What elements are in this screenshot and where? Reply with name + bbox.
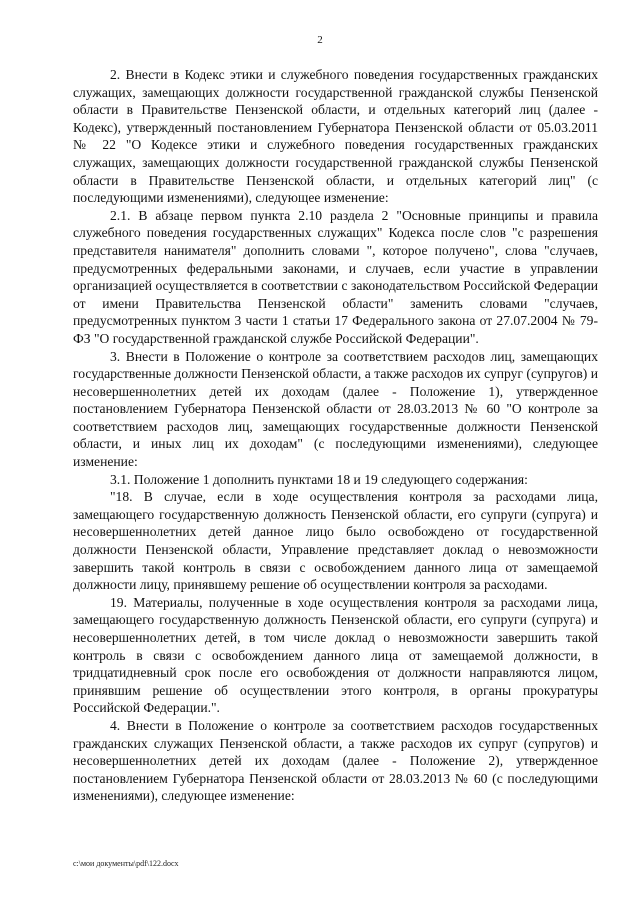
paragraph-item-18: "18. В случае, если в ходе осуществления контроля за расходами лица, замещающего государственную должность Пензенской области, его супруги (супруга) и несовершеннолетних детей данное лицо было освобождено от государственной должности Пензенской области, Управление представляет доклад о невозможности завершить такой контроль в связи с освобождением данного лица от замещаемой должности лицу, принявшему решение об осуществлении контроля за расходами.	[73, 489, 598, 593]
footer-file-path: c:\мои документы\pdf\122.docx	[73, 859, 179, 868]
document-body	[73, 66, 598, 805]
page-number: 2	[317, 34, 323, 46]
paragraph-item-19: 19. Материалы, полученные в ходе осуществления контроля за расходами лица, замещающего государственную должность Пензенской области, его супруги (супруга) и несовершеннолетних детей, в том числе доклад о невозможности завершить такой контроль в связи с освобождением данного лица от замещаемой должности, в тридцатидневный срок после его освобождения от должности направляются лицом, принявшим решение об осуществлении этого контроля, в органы прокуратуры Российской Федерации.".	[73, 594, 598, 716]
paragraph-item-4: 4. Внести в Положение о контроле за соответствием расходов государственных гражданских служащих Пензенской области, а также расходов их супруг (супругов) и несовершеннолетних детей их доходам (далее - Положение 2), утвержденное постановлением Губернатора Пензенской области от 28.03.2013 № 60 (с последующими изменениями), следующее изменение:	[73, 717, 598, 804]
paragraph-item-3-1: 3.1. Положение 1 дополнить пунктами 18 и 19 следующего содержания:	[110, 471, 528, 487]
paragraph-item-2-1: 2.1. В абзаце первом пункта 2.10 раздела 2 "Основные принципы и правила служебного поведения государственных служащих" Кодекса после слов "с разрешения представителя нанимателя" дополнить словами ", которое получено", слова "случаев, предусмотренных федеральными законами, и случаев, если участие в управлении организацией осуществляется в соответствии с законодательством Российской Федерации от имени Правительства Пензенской области" заменить словами "случаев, предусмотренных пунктом 3 части 1 статьи 17 Федерального закона от 27.07.2004 № 79-ФЗ "О государственной гражданской службе Российской Федерации".	[73, 207, 598, 346]
paragraph-item-2: 2. Внести в Кодекс этики и служебного поведения государственных гражданских служащих, замещающих должности государственной гражданской службы Пензенской области в Правительстве Пензенской области, и отдельных категорий лиц (далее - Кодекс), утвержденный постановлением Губернатора Пензенской области от 05.03.2011 № 22 "О Кодексе этики и служебного поведения государственных гражданских служащих, замещающих должности государственной гражданской службы Пензенской области в Правительстве Пензенской области, и отдельных категорий лиц" (с последующими изменениями), следующее изменение:	[73, 67, 598, 206]
paragraph-item-3: 3. Внести в Положение о контроле за соответствием расходов лиц, замещающих государственные должности Пензенской области, а также расходов их супруг (супругов) и несовершеннолетних детей их доходам (далее - Положение 1), утвержденное постановлением Губернатора Пензенской области от 28.03.2013 № 60 "О контроле за соответствием расходов лиц, замещающих государственные должности Пензенской области, и иных лиц их доходам" (с последующими изменениями), следующее изменение:	[73, 348, 598, 470]
